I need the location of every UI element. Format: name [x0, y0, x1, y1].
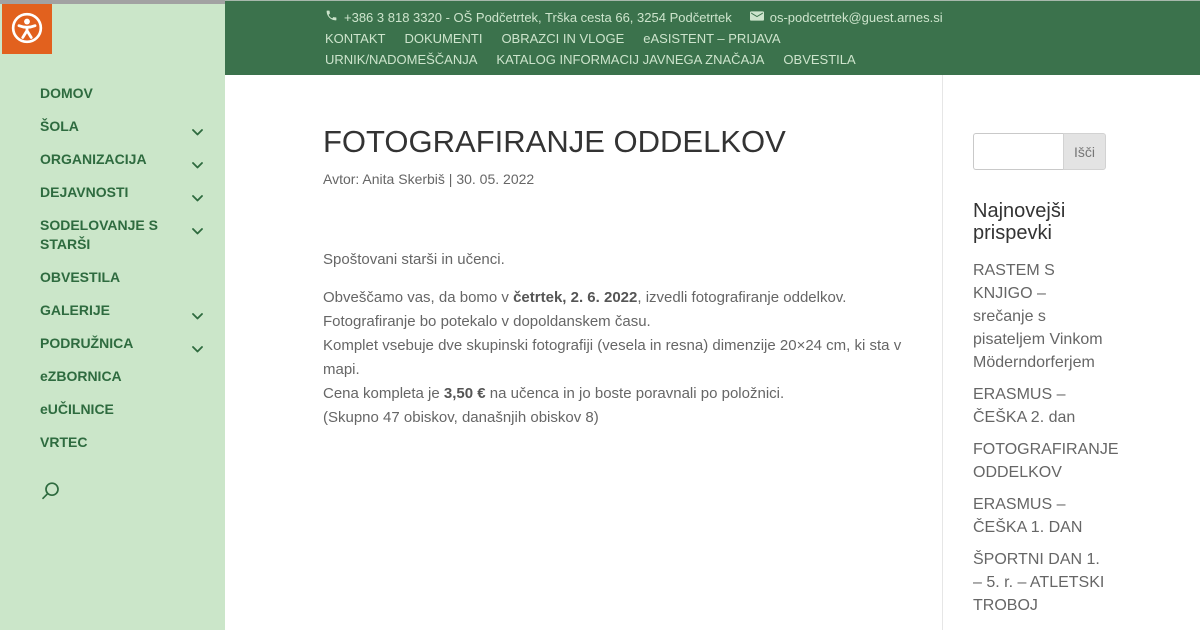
chevron-down-icon: [192, 155, 203, 174]
content-sidebar-divider: [942, 75, 943, 630]
recent-post-link[interactable]: ERASMUS – ČEŠKA 1. DAN: [973, 496, 1083, 536]
accessibility-icon: [10, 11, 44, 48]
recent-post-link[interactable]: RASTEM S KNJIGO – srečanje s pisateljem Vinkom Möderndorferjem: [973, 262, 1103, 371]
text-run: na učenca in jo boste poravnali po položnici.: [485, 385, 785, 402]
topnav-item-obvestila[interactable]: OBVESTILA: [783, 52, 856, 67]
sidebar-item-label: DOMOV: [40, 85, 93, 101]
post-content: [323, 248, 923, 430]
chevron-down-icon: [192, 221, 203, 240]
search-submit-button[interactable]: Išči: [1063, 133, 1106, 170]
phone-icon: [325, 7, 338, 28]
topnav-item-kontakt[interactable]: KONTAKT: [325, 31, 386, 46]
chevron-down-icon: [192, 339, 203, 358]
topnav-item-obrazci-in-vloge[interactable]: OBRAZCI IN VLOGE: [501, 31, 625, 46]
post-byline: Avtor: Anita Skerbiš | 30. 05. 2022: [323, 171, 535, 187]
article: [323, 122, 923, 430]
recent-posts-title: Najnovejši prispevki: [973, 200, 1066, 244]
sidebar-item-label: ŠOLA: [40, 118, 79, 134]
sidebar-item-label: PODRUŽNICA: [40, 335, 134, 351]
recent-post-link[interactable]: ERASMUS – ČEŠKA 2. dan: [973, 386, 1076, 426]
topnav-item-katalog-informacij[interactable]: KATALOG INFORMACIJ JAVNEGA ZNAČAJA: [496, 52, 765, 67]
recent-post-link[interactable]: FOTOGRAFIRANJE ODDELKOV: [973, 441, 1119, 481]
sidebar-item-label: eUČILNICE: [40, 401, 114, 417]
contact-row: [325, 7, 1200, 28]
sidebar-item-label: VRTEC: [40, 434, 88, 450]
sidebar-item-ezbornica[interactable]: [40, 367, 203, 386]
topnav: [325, 28, 925, 70]
sidebar-item-obvestila[interactable]: [40, 268, 203, 287]
sidebar-item-sola[interactable]: [40, 117, 203, 136]
page-title: FOTOGRAFIRANJE ODDELKOV: [323, 124, 786, 159]
sidebar-item-label: DEJAVNOSTI: [40, 184, 129, 200]
sidebar-item-vrtec[interactable]: [40, 433, 203, 452]
chevron-down-icon: [192, 188, 203, 207]
sidebar-item-organizacija[interactable]: [40, 150, 203, 169]
search-form: [973, 133, 1106, 170]
sidebar-item-eucilnice[interactable]: [40, 400, 203, 419]
recent-post-link[interactable]: ŠPORTNI DAN 1. – 5. r. – ATLETSKI TROBOJ: [973, 551, 1105, 614]
post-paragraph: [323, 286, 923, 430]
sidebar-item-label: SODELOVANJE S STARŠI: [40, 217, 158, 252]
search-input[interactable]: [973, 133, 1063, 170]
topbar-phone-text: +386 3 818 3320 - OŠ Podčetrtek, Trška cesta 66, 3254 Podčetrtek: [344, 10, 732, 25]
topbar-email-text: os-podcetrtek@guest.arnes.si: [769, 10, 943, 25]
topbar-top-line: [225, 0, 1200, 1]
recent-posts-list: [973, 259, 1119, 617]
text-run: Cena kompleta je: [323, 385, 444, 402]
topnav-item-dokumenti[interactable]: DOKUMENTI: [404, 31, 483, 46]
text-run: Obveščamo vas, da bomo v: [323, 289, 514, 306]
chevron-down-icon: [192, 306, 203, 325]
sidebar-item-sodelovanje-s-starsi[interactable]: [40, 216, 203, 254]
envelope-icon: [750, 7, 764, 28]
sidebar-item-galerije[interactable]: [40, 301, 203, 320]
accessibility-widget-button[interactable]: [2, 4, 52, 54]
post-paragraph: Spoštovani starši in učenci.: [323, 251, 505, 268]
topbar-phone: [325, 7, 732, 28]
text-run: Fotografiranje bo potekalo v dopoldanskem času.: [323, 313, 651, 330]
text-run-bold: 3,50 €: [443, 385, 486, 402]
left-sidebar: [0, 0, 225, 630]
topbar: [225, 0, 1200, 75]
sidebar-item-label: eZBORNICA: [40, 368, 122, 384]
text-run: , izvedli fotografiranje oddelkov.: [637, 289, 847, 306]
text-run: Komplet vsebuje dve skupinski fotografiji (vesela in resna) dimenzije 20×24 cm, ki sta v mapi.: [323, 337, 902, 378]
sidebar-item-domov[interactable]: [40, 84, 203, 103]
topnav-item-easistent-prijava[interactable]: eASISTENT – PRIJAVA: [643, 31, 781, 46]
sidebar-item-label: ORGANIZACIJA: [40, 151, 147, 167]
sidebar-search-icon[interactable]: [40, 481, 60, 501]
right-sidebar: [973, 133, 1119, 626]
topnav-item-urnik-nadomescanja[interactable]: URNIK/NADOMEŠČANJA: [325, 52, 478, 67]
topbar-email[interactable]: [750, 7, 943, 28]
sidebar-item-podruznica[interactable]: [40, 334, 203, 353]
chevron-down-icon: [192, 122, 203, 141]
sidebar-item-label: OBVESTILA: [40, 269, 121, 285]
sidebar-item-dejavnosti[interactable]: [40, 183, 203, 202]
text-run-bold: četrtek, 2. 6. 2022: [513, 289, 638, 306]
main-menu: [40, 84, 203, 466]
visit-counter: (Skupno 47 obiskov, današnjih obiskov 8): [323, 409, 599, 426]
sidebar-item-label: GALERIJE: [40, 302, 111, 318]
